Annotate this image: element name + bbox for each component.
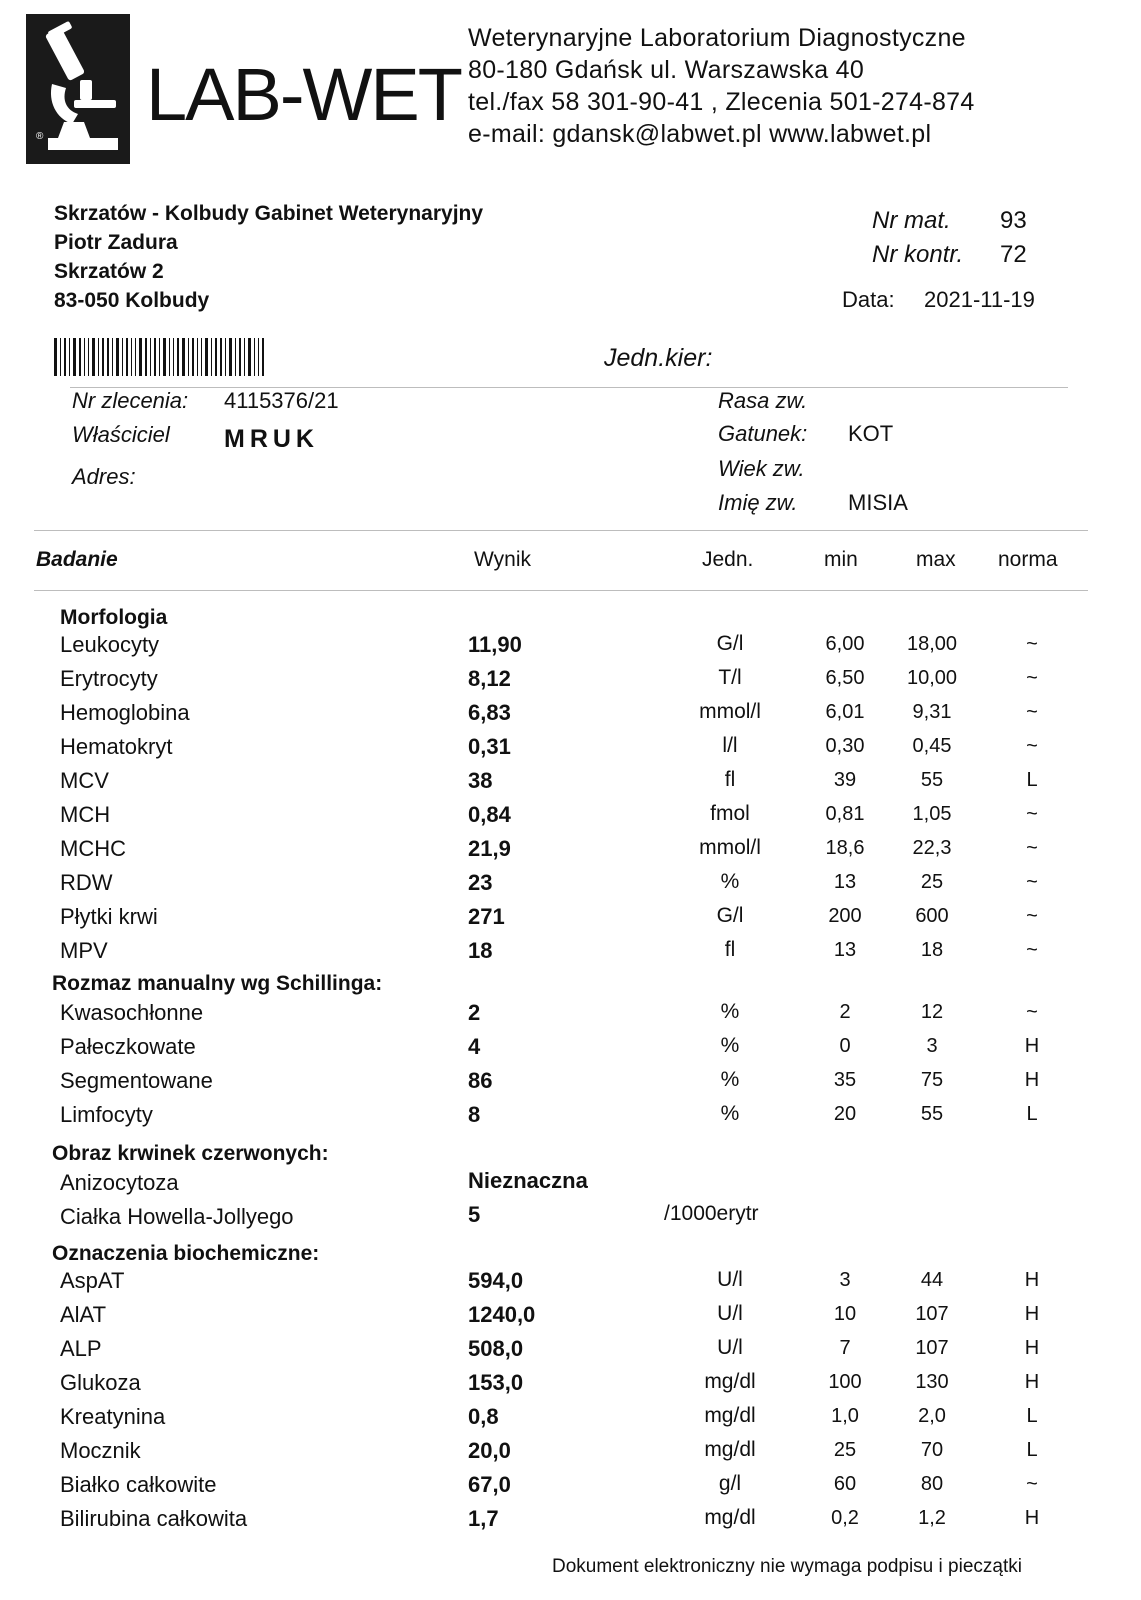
- row-min: 39: [833, 769, 857, 791]
- row-unit: mmol/l: [699, 700, 761, 723]
- row-norm: H: [1024, 1337, 1040, 1359]
- row-unit: fl: [724, 768, 736, 791]
- row-unit: U/l: [717, 1302, 743, 1325]
- row-unit: mg/dl: [704, 1404, 756, 1427]
- row-name: MPV: [60, 938, 108, 963]
- row-norm: ~: [1026, 837, 1038, 859]
- row-min: 7: [839, 1337, 851, 1359]
- row-max: 10,00: [906, 667, 958, 689]
- row-name: Kreatynina: [60, 1404, 166, 1429]
- barcode-bar: [150, 338, 151, 376]
- row-unit: g/l: [718, 1472, 742, 1495]
- row-norm: H: [1024, 1303, 1040, 1325]
- lab-phone: tel./fax 58 301-90-41 , Zlecenia 501-274-874: [468, 88, 975, 116]
- logo-text: LAB-WET: [146, 53, 461, 136]
- row-norm: ~: [1026, 1473, 1038, 1495]
- row-min: 10: [833, 1303, 857, 1325]
- row-max: 25: [920, 871, 944, 893]
- date-value: 2021-11-19: [924, 287, 1035, 312]
- order-nr-label: Nr zlecenia:: [72, 388, 189, 413]
- barcode-bar: [69, 338, 70, 376]
- nr-kontr-value: 72: [1000, 241, 1027, 268]
- row-max: 1,05: [912, 803, 952, 825]
- row-norm: ~: [1026, 939, 1038, 961]
- row-norm: ~: [1026, 871, 1038, 893]
- barcode-bar: [215, 338, 217, 376]
- row-max: 22,3: [912, 837, 952, 859]
- row-min: 1,0: [831, 1405, 859, 1427]
- row-unit: mmol/l: [699, 836, 761, 859]
- row-unit: %: [720, 1102, 740, 1125]
- row-name: MCH: [60, 802, 111, 827]
- row-min: 0,2: [831, 1507, 859, 1529]
- barcode-bar: [163, 338, 166, 376]
- row-min: 13: [833, 871, 857, 893]
- col-header-wynik: Wynik: [474, 548, 531, 571]
- row-norm: L: [1026, 1439, 1038, 1461]
- row-name: ALP: [60, 1336, 102, 1361]
- row-min: 13: [833, 939, 857, 961]
- row-name: Hematokryt: [60, 734, 173, 759]
- lab-name: Weterynaryjne Laboratorium Diagnostyczne: [468, 24, 966, 52]
- row-max: 3: [926, 1035, 938, 1057]
- divider-header-bottom: [34, 590, 1088, 591]
- row-norm: ~: [1026, 905, 1038, 927]
- address-label: Adres:: [72, 464, 136, 489]
- row-norm: H: [1024, 1371, 1040, 1393]
- barcode-bar: [98, 338, 99, 376]
- row-norm: ~: [1026, 735, 1038, 757]
- row-norm: ~: [1026, 667, 1038, 689]
- row-norm: ~: [1026, 633, 1038, 655]
- gatunek-value: KOT: [848, 421, 894, 446]
- row-name: Glukoza: [60, 1370, 141, 1395]
- row-unit: fmol: [710, 802, 750, 825]
- barcode-bar: [258, 338, 259, 376]
- barcode-bar: [188, 338, 189, 376]
- imie-label: Imię zw.: [718, 490, 798, 515]
- row-name: Kwasochłonne: [60, 1000, 204, 1025]
- row-name: Ciałka Howella-Jollyego: [60, 1204, 294, 1229]
- row-unit: T/l: [718, 666, 742, 689]
- barcode-bar: [84, 338, 85, 376]
- clinic-doctor: Piotr Zadura: [54, 231, 178, 254]
- row-name: Hemoglobina: [60, 700, 190, 725]
- barcode-bar: [131, 338, 132, 376]
- row-max: 44: [920, 1269, 944, 1291]
- order-nr-value: 4115376/21: [224, 388, 339, 413]
- row-result: 271: [468, 904, 505, 929]
- row-result: 594,0: [468, 1268, 524, 1293]
- row-result: 508,0: [468, 1336, 524, 1361]
- barcode-bar: [154, 338, 156, 376]
- row-result: 2: [468, 1000, 481, 1025]
- row-name: Bilirubina całkowita: [60, 1506, 248, 1531]
- row-result: 4: [468, 1034, 481, 1059]
- row-max: 75: [920, 1069, 944, 1091]
- row-min: 0,81: [825, 803, 865, 825]
- row-max: 600: [915, 905, 949, 927]
- barcode-bar: [92, 338, 95, 376]
- barcode-bar: [239, 338, 241, 376]
- row-result: 153,0: [468, 1370, 524, 1395]
- col-header-norma: norma: [998, 548, 1058, 571]
- row-name: AspAT: [60, 1268, 125, 1293]
- row-max: 1,2: [918, 1507, 946, 1529]
- footer-note: Dokument elektroniczny nie wymaga podpisu i pieczątki: [552, 1556, 1022, 1577]
- row-max: 55: [920, 769, 944, 791]
- row-min: 25: [833, 1439, 857, 1461]
- row-result: 5: [468, 1202, 481, 1227]
- barcode-bar: [211, 338, 212, 376]
- row-max: 130: [915, 1371, 949, 1393]
- row-norm: H: [1024, 1035, 1040, 1057]
- barcode-bar: [220, 338, 222, 376]
- row-max: 18,00: [906, 633, 958, 655]
- row-max: 70: [920, 1439, 944, 1461]
- barcode-bar: [262, 338, 264, 376]
- row-name: Płytki krwi: [60, 904, 158, 929]
- row-unit: U/l: [717, 1268, 743, 1291]
- barcode-bar: [145, 338, 147, 376]
- barcode-bar: [201, 338, 202, 376]
- barcode-bar: [248, 338, 251, 376]
- row-result: 23: [468, 870, 493, 895]
- row-unit: fl: [724, 938, 736, 961]
- row-max: 55: [920, 1103, 944, 1125]
- row-unit: G/l: [716, 904, 744, 927]
- row-result: 8: [468, 1102, 481, 1127]
- divider-order: [70, 387, 1068, 388]
- row-result: 0,31: [468, 734, 511, 759]
- row-name: Mocznik: [60, 1438, 141, 1463]
- row-min: 6,00: [825, 633, 865, 655]
- barcode-bar: [122, 338, 123, 376]
- barcode-bar: [235, 338, 236, 376]
- barcode-bar: [107, 338, 109, 376]
- row-unit: %: [720, 1034, 740, 1057]
- lab-address: 80-180 Gdańsk ul. Warszawska 40: [468, 56, 865, 84]
- row-min: 6,50: [825, 667, 865, 689]
- section-title: Rozmaz manualny wg Schillinga:: [52, 972, 383, 995]
- clinic-city: 83-050 Kolbudy: [54, 289, 210, 312]
- barcode-bar: [112, 338, 113, 376]
- row-name: Leukocyty: [60, 632, 160, 657]
- barcode-bar: [159, 338, 160, 376]
- barcode-bar: [88, 338, 89, 376]
- barcode-bar: [135, 338, 136, 376]
- row-min: 2: [839, 1001, 851, 1023]
- row-unit: /1000erytr: [664, 1202, 759, 1225]
- row-max: 107: [915, 1303, 949, 1325]
- barcode-bar: [182, 338, 185, 376]
- row-norm: ~: [1026, 803, 1038, 825]
- row-result: 18: [468, 938, 493, 963]
- row-name: MCV: [60, 768, 109, 793]
- barcode-bar: [177, 338, 179, 376]
- row-unit: %: [720, 1068, 740, 1091]
- row-unit: l/l: [722, 734, 738, 757]
- row-max: 107: [915, 1337, 949, 1359]
- row-max: 80: [920, 1473, 944, 1495]
- row-result: 0,84: [468, 802, 511, 827]
- row-norm: ~: [1026, 701, 1038, 723]
- row-result: 1240,0: [468, 1302, 536, 1327]
- row-norm: H: [1024, 1269, 1040, 1291]
- owner-value: MRUK: [224, 425, 319, 453]
- row-max: 9,31: [912, 701, 952, 723]
- col-header-max: max: [916, 548, 956, 571]
- row-unit: %: [720, 1000, 740, 1023]
- row-max: 2,0: [918, 1405, 946, 1427]
- row-min: 20: [833, 1103, 857, 1125]
- jedn-kier-label: Jedn.kier:: [604, 344, 713, 372]
- row-result: 8,12: [468, 666, 511, 691]
- row-name: Pałeczkowate: [60, 1034, 196, 1059]
- nr-kontr-label: Nr kontr.: [872, 241, 964, 268]
- barcode-bar: [169, 338, 170, 376]
- row-min: 100: [828, 1371, 862, 1393]
- row-norm: L: [1026, 1405, 1038, 1427]
- barcode-bar: [173, 338, 174, 376]
- row-min: 200: [828, 905, 862, 927]
- row-min: 6,01: [825, 701, 865, 723]
- barcode-bar: [192, 338, 194, 376]
- imie-value: MISIA: [848, 490, 908, 515]
- date-label: Data:: [842, 287, 895, 312]
- row-min: 60: [833, 1473, 857, 1495]
- row-name: MCHC: [60, 836, 126, 861]
- row-min: 0: [839, 1035, 851, 1057]
- row-max: 18: [920, 939, 944, 961]
- barcode-bar: [60, 338, 61, 376]
- clinic-street: Skrzatów 2: [54, 260, 164, 283]
- row-unit: mg/dl: [704, 1506, 756, 1529]
- row-max: 12: [920, 1001, 944, 1023]
- row-result: 21,9: [468, 836, 511, 861]
- row-name: RDW: [60, 870, 113, 895]
- barcode-bar: [254, 338, 255, 376]
- barcode-bar: [139, 338, 142, 376]
- barcode-bar: [116, 338, 119, 376]
- row-name: Segmentowane: [60, 1068, 213, 1093]
- row-result: 0,8: [468, 1404, 499, 1429]
- wiek-label: Wiek zw.: [718, 456, 805, 481]
- lab-contact: e-mail: gdansk@labwet.pl www.labwet.pl: [468, 120, 932, 148]
- row-name: Limfocyty: [60, 1102, 153, 1127]
- barcode-bar: [197, 338, 198, 376]
- row-result: 6,83: [468, 700, 511, 725]
- section-title: Morfologia: [60, 606, 168, 629]
- divider-header-top: [34, 530, 1088, 531]
- row-unit: %: [720, 870, 740, 893]
- row-name: AlAT: [60, 1302, 107, 1327]
- row-result: 1,7: [468, 1506, 499, 1531]
- barcode-bar: [64, 338, 66, 376]
- row-result: 67,0: [468, 1472, 511, 1497]
- rasa-label: Rasa zw.: [718, 388, 808, 413]
- row-unit: mg/dl: [704, 1438, 756, 1461]
- row-name: Anizocytoza: [60, 1170, 179, 1195]
- row-norm: H: [1024, 1507, 1040, 1529]
- row-unit: U/l: [717, 1336, 743, 1359]
- nr-mat-label: Nr mat.: [872, 207, 951, 234]
- row-norm: L: [1026, 769, 1038, 791]
- row-name: Białko całkowite: [60, 1472, 217, 1497]
- row-min: 35: [833, 1069, 857, 1091]
- row-min: 0,30: [825, 735, 865, 757]
- row-norm: ~: [1026, 1001, 1038, 1023]
- row-name: Erytrocyty: [60, 666, 158, 691]
- nr-mat-value: 93: [1000, 207, 1027, 234]
- barcode-bar: [126, 338, 128, 376]
- row-min: 3: [839, 1269, 851, 1291]
- barcode-bar: [102, 338, 104, 376]
- row-result: 11,90: [468, 632, 522, 657]
- row-min: 18,6: [825, 837, 865, 859]
- row-norm: L: [1026, 1103, 1038, 1125]
- row-norm: H: [1024, 1069, 1040, 1091]
- clinic-name: Skrzatów - Kolbudy Gabinet Weterynaryjny: [54, 202, 484, 225]
- section-title: Oznaczenia biochemiczne:: [52, 1242, 320, 1265]
- col-header-min: min: [824, 548, 858, 571]
- row-unit: mg/dl: [704, 1370, 756, 1393]
- row-result: Nieznaczna: [468, 1168, 588, 1193]
- barcode: [54, 338, 366, 376]
- row-max: 0,45: [912, 735, 952, 757]
- row-result: 38: [468, 768, 493, 793]
- barcode-bar: [229, 338, 232, 376]
- barcode-bar: [244, 338, 245, 376]
- col-header-badanie: Badanie: [36, 548, 118, 571]
- logo-registered-mark: ®: [36, 131, 44, 142]
- gatunek-label: Gatunek:: [718, 421, 808, 446]
- barcode-bar: [205, 338, 208, 376]
- barcode-bar: [73, 338, 76, 376]
- row-result: 20,0: [468, 1438, 511, 1463]
- barcode-bar: [54, 338, 57, 376]
- section-title: Obraz krwinek czerwonych:: [52, 1142, 329, 1165]
- barcode-bar: [79, 338, 81, 376]
- col-header-jedn: Jedn.: [702, 548, 754, 571]
- barcode-bar: [225, 338, 226, 376]
- row-result: 86: [468, 1068, 493, 1093]
- owner-label: Właściciel: [72, 422, 170, 447]
- row-unit: G/l: [716, 632, 744, 655]
